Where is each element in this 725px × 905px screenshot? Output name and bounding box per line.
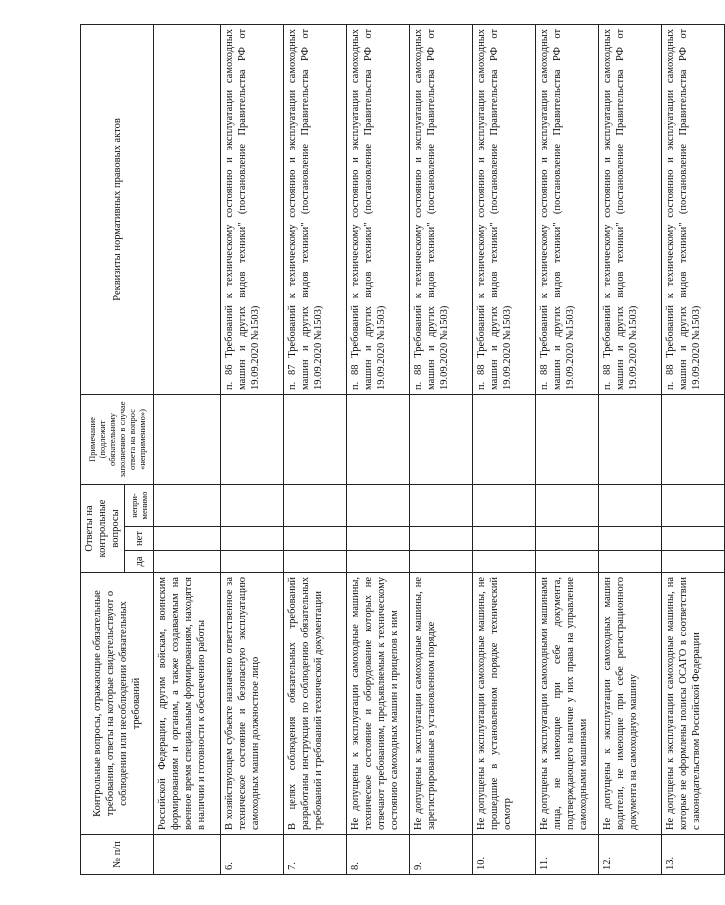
row-number: 8. <box>347 835 410 875</box>
answer-na-cell[interactable] <box>662 484 725 526</box>
row-question: Не допущены к эксплуатации самоходных машин водители, не имеющие при себе регистрационного документа на самоходную машину <box>599 573 662 835</box>
row-number: 6. <box>221 835 284 875</box>
header-answers: Ответы на контрольные вопросы <box>81 484 125 572</box>
row-question: Не допущены к эксплуатации самоходные машины, не прошедшие в установленном порядке технический осмотр <box>473 573 536 835</box>
row-question: Российской Федерации, другим войскам, воинским формированиям и органам, а также создаваемым на военное время специальным формированиям, находятся в наличии и готовности к обеспечению работы <box>154 573 221 835</box>
row-number: 9. <box>410 835 473 875</box>
row-number <box>154 835 221 875</box>
table-row <box>347 24 410 874</box>
answer-yes-cell[interactable] <box>221 551 284 573</box>
answer-na-cell[interactable] <box>599 484 662 526</box>
answer-no-cell[interactable] <box>221 527 284 551</box>
note-cell[interactable] <box>221 394 284 484</box>
answer-no-cell[interactable] <box>347 527 410 551</box>
note-cell[interactable] <box>347 394 410 484</box>
answer-no-cell[interactable] <box>536 527 599 551</box>
answer-yes-cell[interactable] <box>536 551 599 573</box>
answer-no-cell[interactable] <box>599 527 662 551</box>
note-cell[interactable] <box>410 394 473 484</box>
row-number: 11. <box>536 835 599 875</box>
row-requisite: п. 88 Требований к техническому состоянию и эксплуатации самоходных машин и других видов техники" (постановление Правительства РФ от 19.09.2020 №1503) <box>473 24 536 394</box>
table-row <box>154 24 221 874</box>
answer-na-cell[interactable] <box>347 484 410 526</box>
header-na: непри-менимо <box>125 484 154 526</box>
row-number: 12. <box>599 835 662 875</box>
answer-na-cell[interactable] <box>410 484 473 526</box>
row-requisite: п. 88 Требований к техническому состоянию и эксплуатации самоходных машин и других видов техники" (постановление Правительства РФ от 19.09.2020 №1503) <box>662 24 725 394</box>
note-cell[interactable] <box>473 394 536 484</box>
answer-yes-cell[interactable] <box>154 551 221 573</box>
answer-yes-cell[interactable] <box>284 551 347 573</box>
header-note: Примечание (подлежит обязательному заполнению в случае ответа на вопрос «неприменимо») <box>81 394 154 484</box>
checklist-table <box>80 24 725 875</box>
row-requisite: п. 86 Требований к техническому состоянию и эксплуатации самоходных машин и других видов техники" (постановление Правительства РФ от 19.09.2020 №1503) <box>221 24 284 394</box>
table-row <box>599 24 662 874</box>
table-row <box>473 24 536 874</box>
header-requisites: Реквизиты нормативных правовых актов <box>81 24 154 394</box>
row-requisite: п. 87 Требований к техническому состоянию и эксплуатации самоходных машин и других видов техники" (постановление Правительства РФ от 19.09.2020 №1503) <box>284 24 347 394</box>
answer-no-cell[interactable] <box>284 527 347 551</box>
row-requisite: п. 88 Требований к техническому состоянию и эксплуатации самоходных машин и других видов техники" (постановление Правительства РФ от 19.09.2020 №1503) <box>410 24 473 394</box>
note-cell[interactable] <box>599 394 662 484</box>
note-cell[interactable] <box>284 394 347 484</box>
answer-na-cell[interactable] <box>284 484 347 526</box>
row-question: Не допущены к эксплуатации самоходные машины, техническое состояние и оборудование которых не отвечают требованиям, предъявляемым к техническому состоянию самоходных машин и прицепов к ним <box>347 573 410 835</box>
row-question: Не допущены к эксплуатации самоходные машины, не зарегистрированные в установленном порядке <box>410 573 473 835</box>
row-question: В хозяйствующем субъекте назначено ответственное за техническое состояние и безопасную эксплуатацию самоходных машин должностное лицо <box>221 573 284 835</box>
row-question: Не допущены к эксплуатации самоходные машины, на которые не оформлены полисы ОСАГО в соответствии с законодательством Российской Федерации <box>662 573 725 835</box>
answer-yes-cell[interactable] <box>410 551 473 573</box>
row-requisite: п. 88 Требований к техническому состоянию и эксплуатации самоходных машин и других видов техники" (постановление Правительства РФ от 19.09.2020 №1503) <box>347 24 410 394</box>
row-requisite: п. 88 Требований к техническому состоянию и эксплуатации самоходных машин и других видов техники" (постановление Правительства РФ от 19.09.2020 №1503) <box>599 24 662 394</box>
row-number: 10. <box>473 835 536 875</box>
table-row <box>410 24 473 874</box>
answer-yes-cell[interactable] <box>473 551 536 573</box>
answer-yes-cell[interactable] <box>662 551 725 573</box>
header-num: № п/п <box>81 835 154 875</box>
row-number: 13. <box>662 835 725 875</box>
row-requisite <box>154 24 221 394</box>
note-cell[interactable] <box>662 394 725 484</box>
table-row <box>662 24 725 874</box>
note-cell[interactable] <box>536 394 599 484</box>
table-row <box>221 24 284 874</box>
row-question: Не допущены к эксплуатации самоходными машинами лица, не имеющие при себе документа, подтверждающего наличие у них права на управление самоходными машинами <box>536 573 599 835</box>
table-row <box>536 24 599 874</box>
answer-yes-cell[interactable] <box>347 551 410 573</box>
answer-yes-cell[interactable] <box>599 551 662 573</box>
note-cell[interactable] <box>154 394 221 484</box>
answer-na-cell[interactable] <box>221 484 284 526</box>
answer-na-cell[interactable] <box>536 484 599 526</box>
header-question: Контрольные вопросы, отражающие обязательные требования, ответы на которые свидетельствуют о соблюдении или несоблюдении обязательных требований <box>81 573 154 835</box>
answer-no-cell[interactable] <box>410 527 473 551</box>
answer-na-cell[interactable] <box>473 484 536 526</box>
answer-na-cell[interactable] <box>154 484 221 526</box>
answer-no-cell[interactable] <box>473 527 536 551</box>
table-row <box>284 24 347 874</box>
row-requisite: п. 88 Требований к техническому состоянию и эксплуатации самоходных машин и других видов техники" (постановление Правительства РФ от 19.09.2020 №1503) <box>536 24 599 394</box>
header-yes: да <box>125 551 154 573</box>
header-no: нет <box>125 527 154 551</box>
row-number: 7. <box>284 835 347 875</box>
answer-no-cell[interactable] <box>154 527 221 551</box>
row-question: В целях соблюдения обязательных требований разработаны инструкции по соблюдению обязательных требований и требований технической документации <box>284 573 347 835</box>
answer-no-cell[interactable] <box>662 527 725 551</box>
